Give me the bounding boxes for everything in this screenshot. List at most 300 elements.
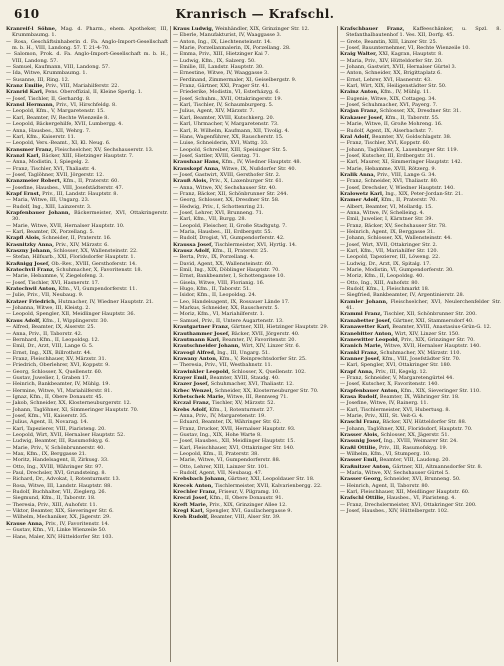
entry-text: Priv., XIX, Grinzinger Str. 70. (401, 336, 475, 343)
entry-text: — Anna, Priv., II, Taborstr. 42. (6, 330, 83, 337)
entry-text: — Josef, Lehrer, XVI, Brunneng. 71. (173, 209, 264, 216)
entry-name: Kratzer Friedrich, (6, 298, 57, 305)
entry-text: — Josef, Wirt, XVII, Ottakringer Str. 2. (340, 241, 438, 248)
entry-name: Kranner Josef, (340, 355, 381, 362)
entry-text: — Franz, Tischler, XVI, Thaliastr. 4. (6, 165, 96, 172)
entry-text: — Max, Kfm., IX, Berggasse 21. (6, 451, 87, 458)
entry-text: Mag. d. Pharm., ehem. Apotheker, III, Krummbaumg. 1. (12, 26, 168, 39)
page-header (14, 7, 496, 25)
entry-text: Friseur, V, Pilgramg. 10. (218, 489, 280, 496)
entry-text: — Berta, Priv., IX, Porzellang. 4. (173, 254, 255, 261)
entry-text: Beamter, IV, Favoritenstr. 20. (222, 336, 297, 343)
entry-text: — Leopold, Fleischer, II, Große Stadtgutg. 7. (173, 222, 287, 229)
entry-text: — Hans, Maler, XIV, Hütteldorfer Str. 103. (6, 533, 114, 540)
entry-text: — Franz, Fleischhauer, XV, Märzstr. 31. (6, 355, 107, 362)
entry-text: — Johann, Gastwirt, XVII, Hernalser Gürtel 3. (340, 64, 457, 71)
entry-text: — Grete, Beamtin, XIII, Linzer Str. 25. (340, 38, 438, 45)
entry-name: Kranebitter Anton, (340, 330, 394, 337)
entry-text: — David, Agent, XX, Wallensteinstr. 60. (173, 260, 273, 267)
entry-text: — Ernestine, Witwe, IV, Waaggasse 3. (173, 70, 269, 77)
entry-name: Kranawetter Karl, (340, 324, 391, 331)
entry-text: — Moriz, Kfm., VI, Mariahilferstr. 1. (173, 311, 265, 318)
entry-text: — Anna, Priv., IV, Margaretenstr. 19. (173, 412, 266, 419)
entry-text: Bäcker, XIII, Hietzinger Hauptstr. 7. (41, 152, 134, 159)
entry-name: Krasser Georg, (340, 476, 383, 483)
entry-text: Ing., XIX, Peter-Jordan-Str. 21. (385, 190, 463, 197)
entry-text: — Anna, Witwe, IV, Schelleing. 4. (340, 209, 425, 216)
entry-text: — Salomon, Prok. d. Fa. Anglo-Import-Gesellschaft m. b. H., VIII, Landong. 57. (6, 51, 168, 64)
entry-text: — Georg, Schlosser, X, Quellenstr. 60. (6, 368, 103, 375)
entry-text: Beamter, IX, Währinger Str. 18. (379, 393, 460, 400)
entry-name: Kramler Johann, (340, 298, 388, 305)
entry-text: Spengler, XVI, Gaullachergasse 9. (205, 508, 293, 515)
entry-text: — Karl, Tischler, IV, Schaumburgerg. 5. (173, 102, 274, 109)
entry-text: — Hermine, Witwe, VI, Mariahilferstr. 81. (6, 387, 113, 394)
entry-text: — Franz, Gärtner, XXI, Prager Str. 41. (173, 83, 270, 90)
entry-name: Krausz Adolf, (173, 248, 211, 255)
entry-name: Krankl Franz, (340, 349, 379, 356)
entry-text: Witwe, III, Rennweg 71. (226, 393, 288, 400)
entry-name: Kratochwil Anton, (6, 286, 57, 293)
entry-text: Bäckermeister, XVI, Ottakringerstr. 30. (12, 209, 168, 223)
entry-text: — Karl, Wirt, XIX, Heiligenstädter Str. 50. (340, 83, 447, 90)
entry-text: Tischlermeister, XVII, Kalvarienbergg. 22. (214, 482, 322, 489)
entry-text: Beamter, VIII, Alser Str. 39. (210, 514, 281, 521)
entry-name: Kraßl Ottilie, (340, 444, 378, 451)
entry-text: Priv., XIX, Grinzinger Allee 12. (209, 501, 287, 508)
entry-text: Gärtner, XIII, Hietzinger Hauptstr. 29. (231, 324, 329, 331)
entry-name: Krazer Josef, (173, 381, 210, 388)
entry-text: — Viktor, Beamter, XIX, Sieveringer Str. 6. (6, 508, 114, 515)
entry-text: — Leopold, Kfm., II, Praterstr. 38. (173, 451, 259, 458)
entry-text: — Eduard, Beamter, IX, Währinger Str. 62. (173, 419, 282, 426)
entry-text: Priv., XIV, Märzstr. 6. (55, 241, 109, 248)
entry-name: Kreft Marie, (173, 501, 208, 508)
entry-text: — Moriz, Kfm., II, Leopoldsg. 40. (340, 273, 424, 280)
entry-text: — Karl, Fleischhauer, XVI, Ottakringer Str. 140. (173, 444, 295, 451)
entry-text: — Ernst, Bankbeamter, I, Schottengasse 10. (173, 273, 285, 280)
entry-name: Krapf Anna, (340, 368, 374, 375)
entry-text: — Hedwig, Priv., I, Schottenring 21. (173, 203, 265, 210)
entry-text: — Karl, Beamter, IX, Porzellang. 5. (6, 229, 95, 235)
entry-text: Ob.-Rev., XVIII, Gersthoferstr. 14. (51, 260, 137, 267)
entry-text: — Leopold, Vers.-Beamt., XI, Kl. Neug. 6. (6, 140, 111, 147)
entry-text: Pens. Oberoffizial, II, Kleine Sperlg. 1. (45, 89, 143, 96)
column-2 (170, 26, 337, 662)
entry-text: Schneider, XX, Klosterneuburger Str. 70. (214, 387, 319, 394)
entry-text: — Emil, Ing., XIX, Döblinger Hauptstr. 70. (173, 267, 280, 274)
entry-text: Kfm., II, Praterstr. 70. (381, 197, 437, 204)
entry-name: Krechler Franz, (173, 489, 217, 496)
entry-text: — Franz, Schneider, V, Margaretengürtel 44. (340, 374, 454, 381)
entry-text: — Gustav, Kfm., VI, Linke Wienzeile 50. (6, 527, 107, 534)
entry-name: Kranz Emilie, (6, 83, 45, 90)
entry-text: — Josef, Hausbes., XIV, Hüttelbergstr. 102. (340, 508, 449, 515)
entry-name: Krbec Wenzel, (173, 387, 214, 394)
entry-name: Krautgartner Franz, (173, 324, 230, 331)
entry-text: — Gustav, Juwelier, I, Graben 17. (6, 374, 90, 381)
entry-text: Ing., XVIII, Weimarer Str. 24. (383, 438, 458, 445)
entry-text: — Josefine, Witwe, IV, Rainerg. 11. (340, 400, 429, 407)
entry-text: — Heinrich, Bankbeamter, IV, Mühlg. 19. (6, 381, 111, 388)
entry-text: — Friedrich, Oberlehrer, XVI, Koppstr. 9. (6, 362, 110, 369)
entry-text: — Karl, Kfm., VII, Burgg. 28. (173, 216, 247, 223)
entry-text: — Luise, Schneiderin, XVI, Wattg. 33. (173, 140, 269, 147)
entry-text: — Josef, Schuhmacher, XVI, Payerg. 7. (340, 102, 438, 109)
entry-name: Kransl Hermann, (6, 102, 55, 109)
entry-text: — Johanna, Witwe, III, Kleistg. 2. (6, 305, 91, 312)
entry-text: — Maria, Priv., XIV, Hütteldorfer Str. 20. (340, 57, 443, 64)
entry-text: Tischlermeister, XVI, Hyrtlg. 14. (214, 241, 297, 248)
directory-entry (6, 26, 168, 39)
entry-text: — Friederike, Modistin, VI, Esterházyg. 6. (173, 89, 280, 96)
entry-text: — Maria, Hausbes., III, Erdbergstr. 55. (173, 229, 273, 235)
entry-text: Schlosser, XX, Jägerstr. 51. (380, 432, 450, 438)
entry-text: Schlosser, XX, Wallensteinstr. 22. (53, 248, 138, 255)
entry-text: — Leopold, Spengler, XII, Meidlinger Hauptstr. 36. (6, 311, 136, 318)
entry-text: Priv., III, Landstr. Hauptstr. 8. (42, 190, 119, 197)
entry-text: — Rosa, Geschäftsinhaberin d. Fa. Anglo-Import-Gesellschaft m. b. H., VIII, Landong. 57. T. 21-4-70. (6, 38, 168, 52)
entry-text: Wirt, XIV, Linzer Str. 6. (241, 343, 301, 350)
entry-name: Krawany Anton, (173, 355, 218, 362)
entry-name: Kranewitter Leopold, (340, 336, 400, 343)
entry-text: — Josef, Taglöhner, XVII, Jörgerstr. 12. (6, 171, 104, 178)
entry-text: Priv., VIII, Lange G. 34. (376, 171, 437, 178)
directory-entry (6, 534, 168, 540)
entry-text: — Bernhard, Kfm., II, Leopoldsg. 12. (6, 336, 100, 343)
entry-text: Schuhmacher, XV, Märzstr. 110. (380, 349, 462, 356)
entry-name: Kregl Karl, (173, 508, 205, 515)
entry-text: — Jakob, Schneider, XX, Klosterneuburgerstr. 12. (6, 400, 132, 407)
column-1 (6, 26, 168, 662)
entry-name: Krauthammer Josef, (173, 330, 230, 337)
entry-text: Gärtner, XII, Altmannsdorfer Str. 8. (392, 463, 483, 470)
entry-text: Kfm., IV, Wiedner Hauptstr. 48. (221, 159, 302, 166)
entry-text: — Markus, Schneider, XX, Rauscherstr. 5. (173, 305, 280, 312)
entry-text: — Emil, Dr., Arzt, VIII, Lange G. 5. (6, 343, 94, 350)
entry-name: Krakauer Josef, (340, 114, 384, 121)
entry-text: — Alfred, Beamter, IX, Alserstr. 25. (6, 324, 96, 331)
entry-name: Krautmann Karl, (173, 336, 221, 343)
entry-text: Schneider, XVI, Brunneng. 50. (383, 476, 461, 483)
entry-text: Priv., X, Laxenburger Str. 61. (209, 178, 284, 185)
entry-name: Kranreif-l Söhne, (6, 26, 57, 32)
entry-text: — Stefan, Hilfsarb., XXI, Floridsdorfer Hauptstr. 1. (6, 254, 136, 261)
entry-text: — Heinrich, Agent, II, Taborstr. 80. (340, 482, 430, 489)
entry-name: Krbetschek Marie, (173, 393, 226, 400)
entry-name: Kraushaar Hans, (173, 159, 221, 166)
entry-text: — Rudolf, Drogist, VI, Gumpendorferstr. 42. (173, 235, 285, 242)
entry-text: — Johann, Schlosser, XX, Wallensteinstr. 44. (340, 235, 452, 242)
directory-entry (340, 508, 501, 514)
entry-text: — Leopold, Schreiber, XIII, Speisinger Str. 5. (173, 146, 288, 153)
entry-text: — Karl, Tischlermeister, XVI, Hubertusg. 8. (340, 406, 451, 413)
entry-text: — Marie, Witwe, XVII, Hernalser Hauptstr. 10. (6, 222, 125, 229)
entry-text: — Rudolf, Buchhalter, VII, Zieglerg. 26. (6, 489, 107, 496)
entry-text: XXI, Kagran, Hauptstr. 8. (378, 51, 443, 58)
entry-text: — Isidor, Kfm., II, Leopoldsg. 24. (173, 292, 257, 299)
entry-name: Kraschl Franz, (340, 419, 381, 426)
entry-text: Kfm., VIII, Josefstädter Str. 70. (382, 355, 461, 362)
entry-text: Kfm., II, Taborstr. 55. (385, 114, 440, 121)
entry-name: Krebs Adolf, (173, 406, 208, 413)
entry-text: — Karl, Beamter, IV, Rechte Wienzeile 8. (6, 114, 109, 121)
running-title: Kranrisch — Krafschl. (175, 7, 335, 21)
entry-text: — Karl, Spengler, XVI, Ottakringer Str. 180. (340, 362, 452, 369)
entry-text: — Otto, Lehrer, XIII, Lainzer Str. 101. (173, 463, 269, 470)
entry-name: Krawinkler Leopold, (173, 368, 230, 375)
entry-text: Schlosser, X, Quellenstr. 102. (231, 368, 306, 375)
entry-text: — Hans, Wagenführer, XX, Rauscherstr. 15. (173, 133, 284, 140)
entry-name: Kral Adolf, (340, 133, 371, 140)
entry-text: Hausbes., VI, Piaristeng. 4. (386, 495, 456, 502)
entry-text: — Anna, Hausbes., XII, Wehrg. 7. (6, 127, 91, 134)
entry-text: — Ida, Witwe, Krummbaumg. 1. (6, 70, 88, 77)
entry-text: Hutmacher, IV, Wiedner Hauptstr. 21. (58, 298, 154, 305)
entry-name: Kraussa Josef, (173, 241, 213, 248)
entry-text: Witwe, XVII, Hernalser Hauptstr. 140. (384, 343, 481, 350)
entry-text: — Anton, Ing., IX, Liechtensteinstr. 14. (173, 38, 272, 45)
entry-text: — Gustav, Ing., XIX, Hohe Warte 8. (173, 432, 262, 438)
entry-name: Kravogl Alfred, (173, 349, 216, 356)
entry-text: Kfm., I, Rotenturmstr. 27. (209, 406, 275, 413)
entry-name: Kreh Rudolf, (173, 514, 209, 521)
directory-entry (173, 514, 337, 520)
entry-text: — Ernst, Ing., XIX, Billrothstr. 44. (6, 349, 92, 356)
entry-text: — Josef, Bauunternehmer, VI, Rechte Wienzeile 10. (340, 45, 470, 52)
entry-text: — Emilie, III, Landstr. Hauptstr. 30. (173, 64, 264, 71)
entry-text: Priv., III, Kegelg. 12. (375, 368, 428, 375)
entry-text: — Maria, Witwe, XV, Sechshauser Gürtel 5. (340, 470, 450, 477)
entry-name: Kranich Marie, (340, 343, 383, 350)
entry-text: — Theresia, Priv., XIII, Auhofstr. 11. (6, 501, 98, 508)
entry-text: — Johann, Taglöhner, XI, Simmeringer Hauptstr. 70. (6, 406, 139, 413)
entry-name: Krecek Anton, (173, 482, 214, 489)
entry-text: — Anna, Modistin, I, Spiegelg. 2. (6, 159, 90, 166)
entry-text: Bäcker, XVII, Jörgerstr. 40. (231, 330, 300, 337)
entry-text: — Karl, Tapezierer, VIII, Piaristeng. 20. (6, 425, 106, 432)
entry-name: Kraßnigg Josef, (6, 260, 50, 267)
entry-text: Kaffeeschänker, u. Spzl. 8. Stefanthalbautenhof 1. Ves. XII, Dorfg. 45. (346, 26, 501, 39)
entry-name: Kralik Anna, (340, 171, 376, 178)
entry-text: — Emil, Juwelier, I, Kärntner Str. 39. (340, 216, 434, 223)
entry-name: Kramer Adolf, (340, 197, 380, 204)
entry-text: Fleischselcher, XVI, Neulerchenfelder Str. 41. (346, 298, 501, 312)
entry-text: Wirt, XIV, Linzer Str. 150. (394, 330, 460, 337)
entry-text: — Josef, Schuhm., XVII, Ottakringerstr. 19. (173, 95, 283, 102)
entry-text: Ing., III, Ungarg. 51. (217, 349, 270, 356)
entry-text: — Samuel, Priv., II, Untere Augartenstr. 13. (173, 317, 284, 324)
entry-text: Beamter, XVIII, Anastasius-Grün-G. 12. (392, 324, 492, 331)
entry-text: — Josef, Drechsler, V, Wiedner Hauptstr. 140. (340, 184, 455, 191)
entry-text: — Samuel, Kaufmann, VIII, Landong. 57. (6, 64, 110, 71)
entry-text: — Albert, Beamter, VI, Mollardg. 15. (340, 203, 433, 210)
entry-text: Gärtner, XXI, Stammersdorf 40. (393, 317, 474, 324)
entry-text: — Rudolf, Agent, VII, Neubaug. 47. (173, 470, 263, 477)
entry-text: — Marie, Priv., XIII, St. Veit-G. 4. (340, 412, 424, 419)
entry-text: — Ludwig, Kfm., IX, Salzerg. 50. (173, 57, 256, 64)
entry-text: — Karl, Beamter, XVIII, Kutschkerg. 20. (173, 114, 275, 121)
entry-name: Kranzmeier Robert, (6, 178, 62, 185)
directory-columns (6, 26, 501, 662)
entry-text: — Leopold, Kfm., V, Margaretenstr. 15. (6, 108, 105, 115)
entry-name: Krasser Alois, (340, 432, 379, 438)
entry-name: Krauskopf Anna, (173, 165, 220, 172)
entry-text: — Ernst, Lehrer, XVI, Hasnerstr. 43. (340, 76, 432, 83)
entry-text: — Siegmund, Kfm., II, Taborstr. 18. (6, 495, 96, 502)
entry-text: — Moritz, Handelsagent, II, Zirkusg. 33. (6, 457, 109, 464)
entry-text: — Karl, Kfm., Kaiserstr. 11. (6, 133, 76, 140)
entry-text: — Ludwig, Dr., Arzt, IX, Spitalg. 17. (340, 260, 431, 267)
entry-text: — Franz, Drucker, XVII, Hernalser Hauptstr. 93. (173, 425, 296, 432)
entry-text: — Hugo, Kfm., II, Taborstr. 51. (173, 286, 251, 293)
entry-text: — Marie, Priv., V, Schönbrunnerstr. 40. (6, 444, 105, 451)
entry-name: Kramml Franz, (340, 311, 382, 318)
entry-text: — Johann, Taglöhner, XXI, Floridsdorf, Hauptstr. 70. (340, 425, 473, 432)
entry-text: Schlosser, XX, Dresdner Str. 31. (379, 108, 461, 115)
entry-text: — Leo, Handelsagent, IX, Rossauer Lände 17. (173, 298, 290, 305)
entry-text: — Rudolf, Agent, IX, Alserbachstr. 7. (340, 127, 433, 134)
entry-text: — Paul, Drechsler, XVI, Grundsteing. 8. (6, 470, 107, 477)
entry-text: — Theresia, Priv., VII, Westbahnstr. 11. (173, 362, 273, 369)
entry-text: Weinhändler, XIX, Grinzinger Str. 12. (215, 26, 310, 32)
directory-entry (340, 299, 501, 312)
entry-text: — Julius, Agent, II, Novarag. 14. (6, 419, 89, 426)
entry-name: Kraszny Johann, (6, 248, 52, 255)
entry-name: Kranrid Karl, (6, 89, 44, 96)
entry-text: — Franz, Drechslermeister, XVI, Ottakringer Str. 200. (340, 501, 477, 508)
entry-name: Kraus Adolf, (6, 317, 41, 324)
entry-name: Krauß Alois, (173, 178, 208, 185)
entry-name: Kransmer Franz, (6, 146, 54, 153)
entry-name: Kranzl Karl, (6, 152, 41, 159)
entry-name: Kralowetz Karl, (340, 190, 384, 197)
entry-text: — Otto, Ing., XIII, Auhofstr. 80. (340, 279, 420, 286)
entry-name: Krebsbach Johann, (173, 476, 227, 483)
entry-name: Kranabetter Josef, (340, 317, 392, 324)
entry-text: — Franz, Schneider, XVI, Thaliastr. 80. (340, 178, 439, 185)
entry-name: Kraßnitzer Anton, (340, 463, 391, 470)
entry-text: Kfm., II, Praterstr. 25. (212, 248, 269, 255)
entry-name: Krasnitzky Anna, (6, 241, 54, 248)
entry-text: Gärtner, XXI, Leopoldauer Str. 18. (227, 476, 315, 483)
entry-text: Kfm., V, Reinprechtsdorfer Str. 25. (219, 355, 307, 362)
entry-name: Krczal Franz, (173, 400, 211, 407)
entry-name: Krayer Emil, (173, 374, 209, 381)
entry-text: Priv., III, Rasumofskyg. 19. (378, 444, 448, 451)
entry-text: Bäcker, XIV, Hütteldorfer Str. 88. (382, 419, 467, 426)
entry-name: Krajan Franz, (340, 108, 379, 115)
entry-text: — Marie, Porzellanmalerin, IX, Porzellang. 28. (173, 45, 291, 52)
entry-text: Priv., VI, Hirschfeldg. 8. (56, 102, 117, 109)
entry-text: Priv., VIII, Mariahilferstr. 22. (45, 83, 120, 90)
entry-text: Beamter, XVIII, Staudg. 40. (209, 374, 280, 381)
entry-name: Krasa Rudolf, (340, 393, 379, 400)
entry-text: — Josefine, Hausbes., VIII, Josefstädterstr. 47. (6, 184, 124, 191)
entry-text: — Karl, Kfm., VII, Mariahilfer Str. 120. (340, 248, 439, 255)
entry-text: — Emma, Priv., XIII, Hietzinger Kai 7. (173, 51, 270, 58)
entry-name: Kreczi Josef, (173, 495, 209, 502)
column-3 (337, 26, 501, 662)
entry-text: — Siegfried, Bankbeamter, IV, Argentinierstr. 28. (340, 292, 465, 299)
entry-text: — Ludwig, Beamter, III, Rasumofskyg. 6. (6, 438, 110, 445)
entry-text: — Leopold, Wirt, XVII, Hernalser Hauptstr. 52. (6, 432, 125, 438)
entry-text: — Karl, R. Wilhelm, Kaufmann, XII, Tivolig. 4. (173, 127, 290, 134)
entry-text: — Rudolf, Kfm., I, Fleischmarkt 18. (340, 286, 430, 293)
entry-text: — Marie, Hebamme, XVII, Rötzerg. 9. (340, 165, 437, 172)
entry-name: Krause Anna, (6, 520, 44, 527)
entry-name: Krafschl Ottilie, (340, 495, 386, 502)
entry-text: — Franz, Tischler, XVI, Koppstr. 60. (340, 140, 431, 147)
entry-text: — Leopold, Bäckergehilfe, XVII, Lumbergg. 4. (6, 121, 123, 128)
entry-name: Krautschneider Johann, (173, 343, 241, 350)
entry-text: — Anton, Schneider, XX, Brigittaplatz 6. (340, 70, 442, 77)
entry-name: Krainz Anton, (340, 89, 379, 96)
entry-text: — Franz, Bäcker, XII, Schönbrunner Str. 244. (173, 190, 289, 197)
entry-text: — Karl, Maurer, XI, Simmeringer Hauptstr. 142. (340, 159, 463, 166)
entry-text: — Julie, Priv., VII, Neubaug. 9. (6, 292, 84, 299)
entry-name: Krapf Ernst, (6, 190, 41, 197)
entry-name: Krasser Emil, (340, 457, 379, 464)
entry-text: Kfm., II, Obere Donaustr. 91. (209, 495, 284, 502)
entry-text: — Ignaz, Kfm., II, Obere Donaustr. 45. (6, 393, 104, 400)
entry-text: Schuhmacher, X, Favoritenstr. 18. (56, 267, 143, 274)
entry-text: Witwe, IX, Nußdorfer Str. 40. (221, 165, 297, 172)
directory-entry (340, 26, 501, 39)
entry-text: — Josef, Kutscher, III, Erdbergstr. 31. (340, 152, 436, 159)
entry-text: — Marie, Modistin, VI, Gumpendorferstr. 30. (340, 267, 454, 274)
entry-name: Krapfenbauer Anton, (340, 387, 400, 394)
entry-name: Kratochvil Franz, (6, 267, 55, 274)
entry-text: Tischler, XV, Märzstr. 52. (211, 400, 276, 407)
entry-text: — Marie, Hebamme, V, Ziegelofeng. 3. (6, 273, 104, 280)
entry-text: — Georg, Schlosser, XX, Dresdner Str. 58. (173, 197, 280, 204)
entry-text: Beamter, VIII, Laudong. 20. (379, 457, 450, 464)
entry-text: — Josef, Kutscher, X, Favoritenstr. 140. (340, 381, 439, 388)
entry-text: — Otto, Ing., XVIII, Währinger Str. 97. (6, 463, 103, 470)
entry-text: Schuhmacher, XVI, Thaliastr. 12. (210, 381, 294, 388)
entry-text: — Josef, Hausbes., XII, Meidlinger Hauptstr. 15. (173, 438, 296, 445)
entry-text: — Julius, Agent, XIV, Märzstr. 7. (173, 108, 255, 115)
entry-text: — Karl, Uhrmacher, V, Margaretenstr. 73. (173, 121, 279, 128)
entry-text: — Marie, Witwe, VI, Gumpendorferstr. 88. (173, 457, 281, 464)
entry-text: — Josef, Tischler, XVI, Hasnerstr. 17. (6, 279, 100, 286)
entry-text: — Maria, Witwe, III, Ungarg. 23. (6, 197, 90, 204)
entry-name: Kraus Ludwig, (173, 26, 214, 32)
entry-text: — Franz, Bäcker, XV, Sechshauser Str. 78. (340, 222, 447, 229)
directory-entry (6, 39, 168, 52)
entry-text: — Josef, Tischler, II, Gerhardg. 8. (6, 95, 91, 102)
entry-name: Krapfl Alois, (6, 235, 41, 242)
entry-text: Tischler, XII, Schönbrunner Str. 200. (383, 311, 477, 318)
entry-text: Schneider, II, Praterstr. 16. (42, 235, 112, 242)
entry-name: Krafschbauer Franz, (340, 26, 405, 32)
page-number: 610 (14, 7, 40, 21)
entry-text: — Johann, Taglöhner, X, Laxenburger Str. 119. (340, 146, 459, 153)
entry-name: Krapfenbauer Johann, (6, 209, 71, 216)
entry-text: Priv., IV, Favoritenstr. 14. (45, 520, 110, 527)
entry-text: Kfm., II, Praterstr. 60. (63, 178, 119, 185)
entry-name: Krassnig Josef, (340, 438, 383, 445)
entry-name: Kraig Walter, (340, 51, 378, 58)
entry-text: — Eberle, Manufakturist, IV, Waaggasse 3. (173, 32, 282, 39)
entry-text: — Wilhelm, Mechaniker, XX, Jägerstr. 29. (6, 514, 111, 521)
directory-entry (6, 210, 168, 223)
entry-text: — Rudolf, Ing., XIII, Lainzerstr. 3. (6, 203, 92, 210)
entry-text: Kfm., XIX, Sieveringer Str. 110. (400, 387, 481, 394)
entry-text: — Josef, Kfm., VII, Kaiserstr. 35. (6, 412, 88, 419)
entry-text: — Karl, Fleischhauer, XII, Meidlinger Hauptstr. 60. (340, 489, 470, 496)
